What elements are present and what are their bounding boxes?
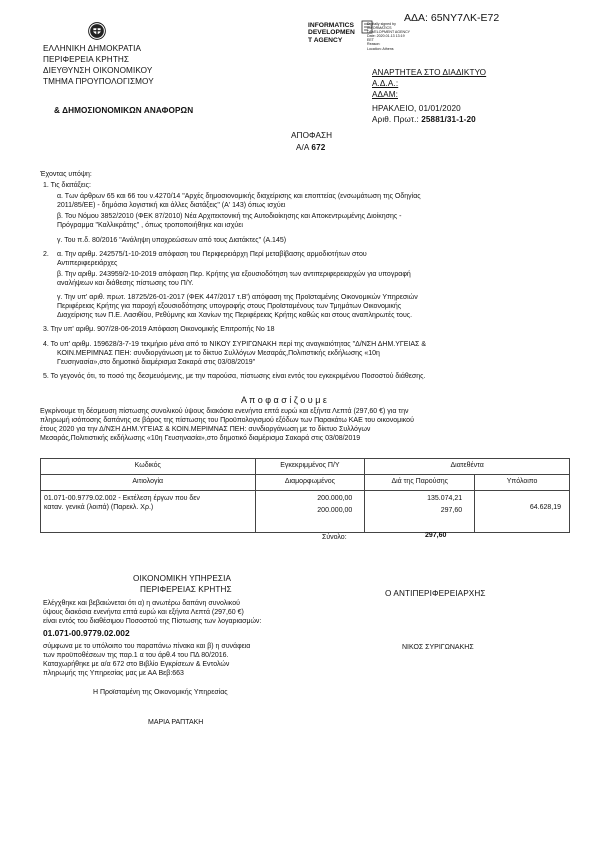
item-2a-line-1: α. Την αριθμ. 242575/1-10-2019 απόφαση του Περιφερειάρχη Περί μεταβίβασης αρμοδιοτήτων στου	[57, 251, 367, 258]
finance-service-title-2: ΠΕΡΙΦΕΡΕΙΑΣ ΚΡΗΤΗΣ	[140, 585, 232, 594]
org-line-3: ΔΙΕΥΘΥΝΣΗ ΟΙΚΟΝΟΜΙΚΟΥ	[43, 66, 153, 75]
org-line-2: ΠΕΡΙΦΕΡΕΙΑ ΚΡΗΤΗΣ	[43, 55, 130, 64]
finance-service-title-1: ΟΙΚΟΝΟΜΙΚΗ ΥΠΗΡΕΣΙΑ	[133, 574, 232, 583]
cert-line-1: Ελέγχθηκε και βεβαιώνεται ότι α) η ανωτέρω δαπάνη συνολικού	[43, 600, 240, 607]
header-reason: Αιτιολογία	[41, 475, 256, 491]
item-1-label: 1. Τις διατάξεις:	[43, 182, 91, 189]
budget-table	[40, 458, 570, 533]
cert-line-5: των προϋποθέσεων της παρ.1 α του άρθ.4 του ΠΔ 80/2016.	[43, 652, 229, 659]
header-this-decision: Διά της Παρούσης	[365, 475, 475, 491]
logo-text: INFORMATICS DEVELOPMEN T AGENCY	[308, 22, 355, 44]
header-code: Κωδικός	[41, 459, 256, 475]
header-approved-budget: Εγκεκριμμένος Π/Υ	[255, 459, 365, 475]
head-of-service-name: ΜΑΡΙΑ ΡΑΠΤΑΚΗ	[148, 719, 204, 726]
item-1a-line-1: α. Των άρθρων 65 και 66 του ν.4270/14 "Αρχές δημοσιονομικής διαχείρισης και εποπτείας (ενσωμάτωση της Οδηγίας	[57, 193, 421, 200]
having-regard: Έχοντας υπόψη:	[40, 171, 92, 178]
decision-number: Α/Α 672	[296, 143, 326, 152]
item-2a-line-2: Αντιπεριφερειάρχες	[57, 260, 118, 267]
protocol-number: Αριθ. Πρωτ.: 25881/31-1-20	[372, 115, 476, 124]
org-line-1: ΕΛΛΗΝΙΚΗ ΔΗΜΟΚΡΑΤΙΑ	[43, 44, 142, 53]
cert-line-4: σύμφωνα με το υπόλοιπο του παραπάνω πίνακα και β) η συνάφεια	[43, 643, 251, 650]
item-2b-line-1: β. Την αριθμ. 243959/2-10-2019 απόφαση Περ. Κρήτης για εξουσιοδότηση των αντιπεριφερειαρχών για υπογραφή	[57, 271, 411, 278]
signatory-title: Ο ΑΝΤΙΠΕΡΙΦΕΡΕΙΑΡΧΗΣ	[385, 589, 486, 598]
decide-heading: Α π ο φ α σ ί ζ ο υ μ ε	[241, 395, 327, 405]
item-2b-line-2: αναλήψεων και διάθεσης πίστωσης του Π/Υ.	[57, 280, 194, 287]
decide-line-2: πληρωμή ισόποσης δαπάνης σε βάρος της πίστωσης του Προϋπολογισμού εξόδων των Παρακάτω ΚΑΕ του οικονομικού	[40, 417, 414, 424]
cert-line-6: Καταχωρήθηκε με α/α 672 στο Βιβλίο Εγκρίσεων & Εντολών	[43, 661, 230, 668]
cert-line-7: πληρωμής της Υπηρεσίας μας με ΑΑ Βεβ:663	[43, 670, 184, 677]
item-4-line-1: 4. Το υπ' αριθμ. 159628/3-7-19 τεκμήριο μένα από το ΝΙΚΟΥ ΣΥΡΙΓΩΝΑΚΗ περί της αναγκαιότητας "Δ/ΝΣΗ ΔΗΜ.ΥΓΕΙΑΣ &	[43, 341, 426, 348]
item-1b-line-2: Πρόγραμμα "Καλλικράτης" , όπως τροποποιήθηκε και ισχύει	[57, 222, 243, 229]
row-budget: 200.000,00 200.000,00	[255, 491, 365, 533]
decide-line-1: Εγκρίνουμε τη δέσμευση πίστωσης συνολικού ύψους διακόσια ενενήντα επτά ευρώ και εξήντα Λεπτά (297,60 €) για την	[40, 408, 409, 415]
item-4-line-3: Γευσηνασία»,στο δημοτικό διαμέρισμα Σακαρά στις 03/08/2019"	[57, 359, 256, 366]
item-2-label: 2.	[43, 251, 49, 258]
row-description: 01.071-00.9779.02.002 - Εκτέλεση έργων που δεν καταν. γενικά (λοιπά) (Παρεκλ. Χρ.)	[41, 491, 256, 533]
adam-label: ΑΔΑΜ:	[372, 90, 398, 99]
decision-title: ΑΠΟΦΑΣΗ	[291, 131, 333, 140]
org-line-4: ΤΜΗΜΑ ΠΡΟΥΠΟΛΟΓΙΣΜΟΥ	[43, 77, 154, 86]
table-header-row-2	[41, 475, 570, 491]
item-3: 3. Την υπ' αριθμ. 907/28-06-2019 Απόφαση Οικονομικής Επιτροπής Νο 18	[43, 326, 275, 333]
item-2c-line-1: γ. Την υπ' αριθ. πρωτ. 18725/26-01-2017 (ΦΕΚ 447/2017 τ.Β') απόφαση της Προϊσταμένης Οικονομικών Υπηρεσιών	[57, 294, 418, 301]
table-header-row-1	[41, 459, 570, 475]
total-value: 297,60	[425, 532, 447, 539]
header-remaining: Υπόλοιπο	[475, 475, 570, 491]
row-remaining: 64.628,19	[475, 491, 570, 533]
item-5: 5. Το γεγονός ότι, το ποσό της δεσμευόμενης, με την παρούσα, πίστωσης είναι εντός του εγκεκριμένου Ποσοστού διάθεσης.	[43, 373, 426, 380]
item-1c: γ. Του π.δ. 80/2016 "Ανάληψη υποχρεώσεων από τους Διατάκτες" (Α.145)	[57, 237, 287, 244]
org-line-5: & ΔΗΜΟΣΙΟΝΟΜΙΚΩΝ ΑΝΑΦΟΡΩΝ	[54, 106, 194, 115]
cert-line-3: είναι εντός του διαθέσιμου Ποσοστού της Πίστωσης των λογαριασμών:	[43, 618, 262, 625]
item-1a-line-2: 2011/85/ΕΕ) - δημόσια λογιστική και άλλες διατάξεις" (Α' 143) όπως ισχύει	[57, 202, 286, 209]
greek-emblem-icon	[88, 22, 106, 40]
ada-label: Α.Δ.Α.:	[372, 79, 399, 88]
decide-line-4: Μεσαράς,Πολιτιστικής εκδήλωσης «10η Γευσηνασία»,στο δημοτικό διαμέρισμα Σακαρά στις 03/08/2019	[40, 435, 361, 442]
place-date: ΗΡΑΚΛΕΙΟ, 01/01/2020	[372, 104, 461, 113]
ada-code: ΑΔΑ: 65ΝΥ7ΛΚ-Ε72	[404, 12, 500, 24]
signature-details: Digitally signed by INFORMATICS DEVELOPMENT AGENCY Date: 2020.01.13 13:19 EET Reason: Location: Athens	[367, 22, 411, 51]
cert-account: 01.071-00.9779.02.002	[43, 628, 130, 638]
table-row	[41, 491, 570, 533]
item-4-line-2: ΚΟΙΝ.ΜΕΡΙΜΝΑΣ ΠΕΗ: συνδιοργάνωση με το δίκτυο Συλλόγων Μεσαράς,Πολιτιστικής εκδήλωσης «10η	[57, 350, 380, 357]
cert-line-2: ύψους διακόσια ενενήντα επτά ευρώ και εξήντα Λεπτά (297,60 €)	[43, 609, 244, 616]
posting-notice: ΑΝΑΡΤΗΤΕΑ ΣΤΟ ΔΙΑΔΙΚΤΥΟ	[372, 68, 487, 77]
total-label: Σύνολο:	[322, 534, 347, 541]
header-formed: Διαμορφωμένος	[255, 475, 365, 491]
signatory-name: ΝΙΚΟΣ ΣΥΡΙΓΩΝΑΚΗΣ	[402, 644, 474, 651]
header-allocated: Διατεθέντα	[365, 459, 570, 475]
decide-line-3: έτους 2020 για την Δ/ΝΣΗ ΔΗΜ.ΥΓΕΙΑΣ & ΚΟΙΝ.ΜΕΡΙΜΝΑΣ ΠΕΗ: συνδιοργάνωση με το δίκτυο Συλλόγων	[40, 426, 371, 433]
row-spent: 135.074,21 297,60	[365, 491, 475, 533]
item-2c-line-2: Περιφέρειας Κρήτης για παροχή εξουσιοδότησης υπογραφής στους Προϊσταμένους των Τμημάτων Οικονομικής	[57, 303, 402, 310]
item-2c-line-3: Διαχείρισης των Π.Ε. Λασιθίου, Ρεθύμνης και Χανίων της Περιφέρειας Κρήτης καθώς και στους αναπληρωτές τους.	[57, 312, 413, 319]
item-1b-line-1: β. Του Νόμου 3852/2010 (ΦΕΚ 87/2010) Νέα Αρχιτεκτονική της Αυτοδιοίκησης και Αποκεντρωμένης Διοίκησης -	[57, 213, 402, 220]
head-of-service: Η Προϊσταμένη της Οικονομικής Υπηρεσίας	[93, 689, 228, 696]
